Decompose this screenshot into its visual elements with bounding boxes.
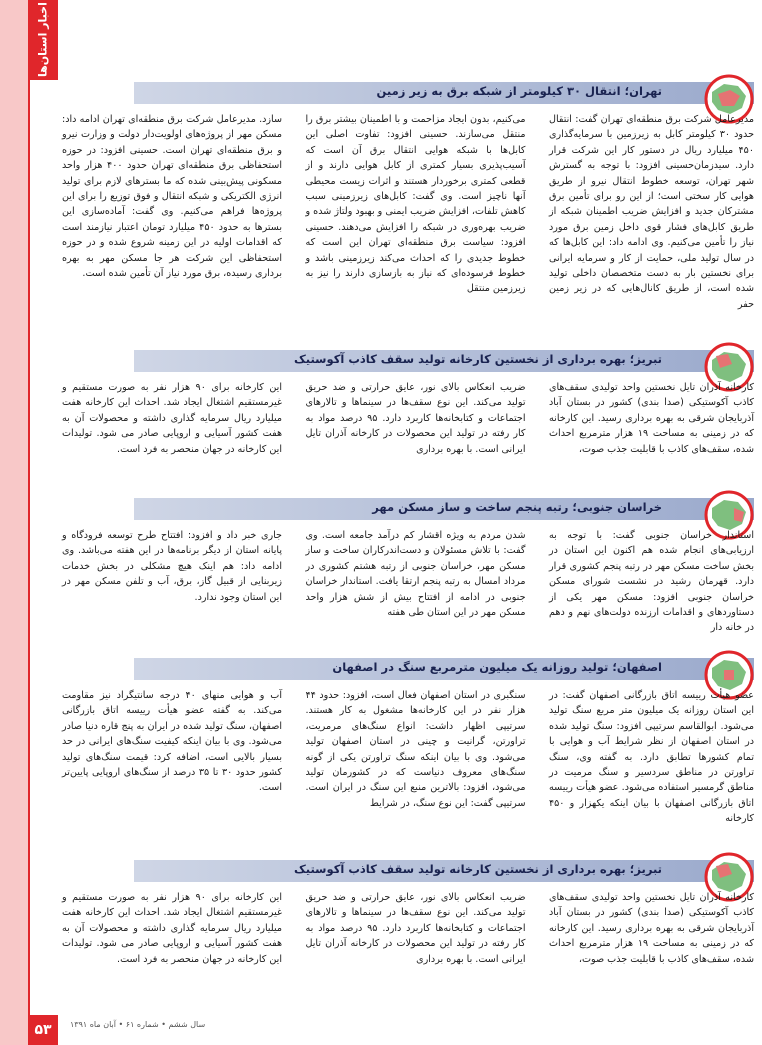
article-columns [62, 112, 754, 312]
article-khorasan [62, 498, 754, 638]
side-strip [0, 0, 58, 1045]
article-columns [62, 890, 754, 967]
article-column: ضریب انعکاس بالای نور، عایق حرارتی و ضد حریق تولید می‌کند. این نوع سقف‌ها در سینماها و تالارهای اجتماعات و کتابخانه‌ها کاربرد دارد. ۹۵ درصد مواد به کار رفته در تولید این محصولات در کارخانه آذران تایل ایرانی است. با بهره برداری [305, 892, 526, 965]
article-title-band [134, 82, 754, 104]
sidebar-red-line [28, 0, 30, 1045]
article-column: کارخانه آذران تایل نخستین واحد تولیدی سقف‌های کاذب آکوستیکی (صدا بندی) کشور در بستان آباد آذربایجان شرقی به بهره برداری رسید. این کارخانه که در زمینی به مساحت ۱۹ هزار مترمربع احداث شده، سقف‌های کاذب با قابلیت جذب صوت، [549, 382, 754, 455]
article-columns [62, 528, 754, 636]
article-column: استاندار خراسان جنوبی گفت: با توجه به ارزیابی‌های انجام شده هم اکنون این استان در بخش ساخت مسکن مهر در رتبه پنجم کشوری قرار دارد. قهرمان رشید در نشست شورای مسکن خراسان جنوبی افزود: مسکن مهر یکی از دستاوردهای و اقدامات ارزنده دولت‌های نهم و دهم در خانه دار [549, 530, 754, 634]
article-column: شدن مردم به ویژه اقشار کم درآمد جامعه است. وی گفت: با تلاش مسئولان و دست‌اندرکاران ساخت و ساز مسکن مهر، خراسان جنوبی از رتبه هشتم کشوری در مرداد امسال به رتبه پنجم ارتقا یافت. استاندار خراسان جنوبی در ادامه از افتتاح بیش از شش هزار واحد مسکن مهر در این استان طی هفته [305, 530, 526, 619]
article-title-band [134, 498, 754, 520]
article-title: تهران؛ انتقال ۳۰ کیلومتر از شبکه برق به زیر زمین [376, 84, 662, 98]
article-columns [62, 688, 754, 827]
article-column: می‌کنیم، بدون ایجاد مزاحمت و با اطمینان بیشتر برق را منتقل می‌سازند. حسینی افزود: تفاوت اصلی این کابل‌ها با شبکه هوایی انتقال برق آن است که آسیب‌پذیری بسیار کمتری از کابل هوایی دارند و از قطعی کمتری برخوردار هستند و اثرات زیست محیطی آنها ناچیز است. وی گفت: کابل‌های زیرزمینی سبب کاهش تلفات، افزایش ضریب ایمنی و بهبود ولتاژ شده و ضریب بهره‌وری در شبکه را افزایش می‌دهند. حسینی افزود: سیاست برق منطقه‌ای تهران این است که خطوط جدیدی را که احداث می‌کند زیرزمینی باشد و خطوط فرسوده‌ای که نیاز به بازسازی دارند را نیز به زیرزمین منتقل [305, 114, 526, 295]
article-column: آب و هوایی منهای ۴۰ درجه سانتیگراد نیز مقاومت می‌کند. به گفته عضو هیأت رییسه اتاق بازرگانی اصفهان، سنگ تولید شده در ایران به پنج قاره دنیا صادر می‌شود. وی با بیان اینکه کیفیت سنگ‌های ایرانی در حد بسیار بالایی است، اضافه کرد: قیمت سنگ‌های تولید کشور حدود ۳۰ تا ۳۵ درصد از سنگ‌های اروپایی پایین‌تر است. [62, 690, 282, 794]
article-title: خراسان جنوبی؛ رتبه پنجم ساخت و ساز مسکن مهر [372, 500, 662, 514]
article-column: جاری خبر داد و افزود: افتتاح طرح توسعه فرودگاه و پایانه استان از دیگر برنامه‌ها در این هفته می‌باشد. وی ادامه داد: هم اینک هیچ مشکلی در بخش خدمات زیربنایی از قبیل گاز، برق، آب و تلفن مسکن مهر در این استان وجود ندارد. [62, 530, 282, 603]
article-tabriz [62, 350, 754, 480]
article-tabriz-repeat [62, 860, 754, 1010]
article-columns [62, 380, 754, 457]
section-tag: اخبار استان‌ها [36, 2, 50, 78]
article-column: کارخانه آذران تایل نخستین واحد تولیدی سقف‌های کاذب آکوستیکی (صدا بندی) کشور در بستان آباد آذربایجان شرقی به بهره برداری رسید. این کارخانه که در زمینی به مساحت ۱۹ هزار مترمربع احداث شده، سقف‌های کاذب با قابلیت جذب صوت، [549, 892, 754, 965]
article-column: این کارخانه برای ۹۰ هزار نفر به صورت مستقیم و غیرمستقیم اشتغال ایجاد شد. احداث این کارخانه هفت میلیارد ریال سرمایه گذاری داشته و محصولات آن به هفت کشور آسیایی و اروپایی صادر می شود. تولیدات این کارخانه در جهان منحصر به فرد است. [62, 892, 282, 965]
article-column: عضو هیأت رییسه اتاق بازرگانی اصفهان گفت: در این استان روزانه یک میلیون متر مربع سنگ تولید می‌شود. ابوالقاسم سرتیپی افزود: سنگ تولید شده در استان اصفهان از نظر شرایط آب و هوایی با تمام کشورها تطابق دارد. به گفته وی، سنگ تراورتن در مناطق سردسیر و سنگ مرمیت در مناطق گرمسیر استفاده می‌شود. عضو هیأت رییسه اتاق بازرگانی اصفهان با بیان اینکه یکهزار و ۴۵۰ کارخانه [549, 690, 754, 825]
article-tehran [62, 82, 754, 332]
article-column: ضریب انعکاس بالای نور، عایق حرارتی و ضد حریق تولید می‌کند. این نوع سقف‌ها در سینماها و تالارهای اجتماعات و کتابخانه‌ها کاربرد دارد. ۹۵ درصد مواد به کار رفته در تولید این محصولات در کارخانه آذران تایل ایرانی است. با بهره برداری [305, 382, 526, 455]
article-title: تبریز؛ بهره برداری از نخستین کارخانه تولید سقف کاذب آکوستیک [294, 862, 662, 876]
article-title-band [134, 860, 754, 882]
article-isfahan [62, 658, 754, 838]
article-title: تبریز؛ بهره برداری از نخستین کارخانه تولید سقف کاذب آکوستیک [294, 352, 662, 366]
article-column: مدیرعامل شرکت برق منطقه‌ای تهران گفت: انتقال حدود ۳۰ کیلومتر کابل به زیرزمین با سرمایه‌گذاری ۴۵۰ میلیارد ریال در دستور کار این شرکت قرار دارد. سیدزمان‌حسینی افزود: با توجه به گسترش شهر تهران، توسعه خطوط انتقال نیرو از طریق هوایی کار سختی است؛ از این رو برای تأمین برق مشترکان جدید و افزایش ضریب اطمینان شبکه از طریق کابل‌های فشار قوی داخل زمین برق مورد نیاز را تأمین می‌کنیم. وی ادامه داد: این کابل‌ها که در سال تولید ملی، حمایت از کار و سرمایه ایرانی برای نخستین بار به دست متخصصان داخلی تولید شده است، از طریق کانال‌هایی که در زیر زمین حفر [549, 114, 754, 310]
article-title: اصفهان؛ تولید روزانه یک میلیون مترمربع سنگ در اصفهان [332, 660, 662, 674]
article-title-band [134, 350, 754, 372]
article-title-band [134, 658, 754, 680]
article-column: سازد. مدیرعامل شرکت برق منطقه‌ای تهران ادامه داد: مسکن مهر از پروژه‌های اولویت‌دار دولت و وزارت نیرو و برق منطقه‌ای تهران است. حسینی افزود: در حوزه استحفاظی برق منطقه‌ای تهران حدود ۴۰۰ هزار واحد مسکونی پیش‌بینی شده که ما بسترهای لازم برای تولید انرژی الکتریکی و شبکه انتقال و فوق توزیع را برای این پروژه‌ها فراهم می‌کنیم. وی گفت: آماده‌سازی این بسترها به حدود ۴۵۰ میلیارد تومان اعتبار نیازمند است که اقدامات اولیه در این زمینه شروع شده و در حوزه استحفاظی این شرکت هر جا مسکن مهر به بهره برداری رسیده، برق مورد نیاز آن تأمین شده است. [62, 114, 282, 280]
issue-footer: سال ششم • شماره ۶۱ • آبان ماه ۱۳۹۱ [70, 1020, 206, 1029]
article-column: این کارخانه برای ۹۰ هزار نفر به صورت مستقیم و غیرمستقیم اشتغال ایجاد شد. احداث این کارخانه هفت میلیارد ریال سرمایه گذاری داشته و محصولات آن به هفت کشور آسیایی و اروپایی صادر می شود. تولیدات این کارخانه در جهان منحصر به فرد است. [62, 382, 282, 455]
article-column: سنگبری در استان اصفهان فعال است، افزود: حدود ۴۴ هزار نفر در این کارخانه‌ها مشغول به کار هستند. سرتیپی اظهار داشت: انواع سنگ‌های مرمریت، تراورتن، گرانیت و چینی در استان اصفهان تولید می‌شود. وی با بیان اینکه سنگ تراورتن یکی از گونه سنگ‌های معروف دنیاست که در کشورمان تولید می‌شود، افزود: بالاترین منبع این سنگ در ایران است. سرتیپی گفت: این نوع سنگ، در شرایط [305, 690, 526, 809]
page-number: ۵۳ [28, 1015, 58, 1045]
